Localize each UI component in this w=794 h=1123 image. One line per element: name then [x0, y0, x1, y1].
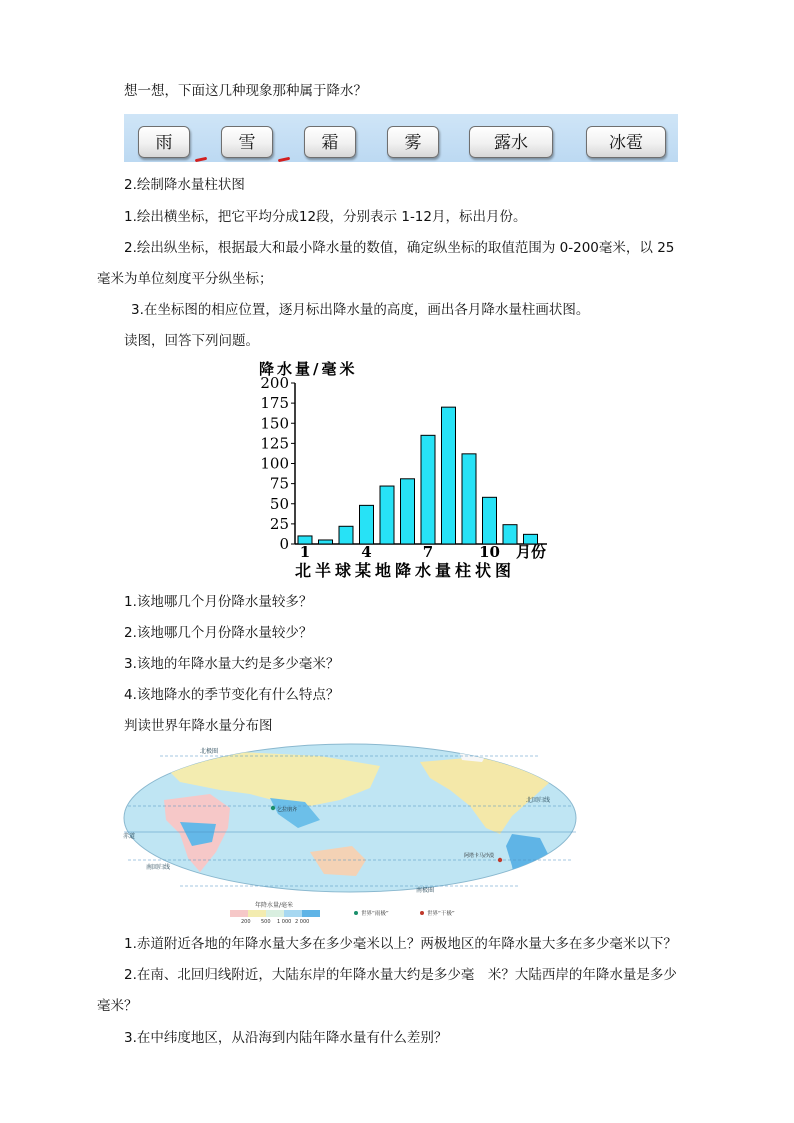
chart-y-label: 降水量/毫米	[259, 360, 358, 378]
bar-month-7	[421, 435, 435, 544]
map-label-wet-pole: 乞拉朋齐	[277, 807, 298, 813]
map-label-dry-pole: 阿塔卡马沙漠	[464, 853, 495, 859]
x-tick-label: 1	[299, 543, 311, 561]
step-2: 2.绘出纵坐标，根据最大和最小降水量的数值，确定纵坐标的取值范围为 0-200毫米，以 25	[124, 240, 675, 256]
x-axis-unit: 月份	[516, 543, 547, 561]
legend-swatch-highest	[302, 910, 320, 917]
legend-dry-label: 世界“干极”	[427, 911, 455, 917]
red-mark	[278, 157, 290, 162]
bar-month-9	[462, 454, 476, 544]
legend-swatch-high	[284, 910, 302, 917]
bar-month-5	[380, 486, 394, 544]
map-south-america	[506, 834, 548, 892]
bar-month-10	[483, 497, 497, 544]
y-tick-label: 200	[260, 374, 289, 392]
question-2: 2.该地哪几个月份降水量较少？	[124, 625, 313, 641]
map-question-2-continued: 毫米？	[97, 998, 138, 1014]
option-hail-button[interactable]: 冰雹	[586, 126, 666, 158]
question-4: 4.该地降水的季节变化有什么特点？	[124, 687, 340, 703]
map-antarctica	[140, 900, 560, 924]
bar-month-11	[503, 525, 517, 544]
step-2-continued: 毫米为单位刻度平分纵坐标；	[97, 271, 273, 287]
legend-value-1000: 1 000	[277, 919, 292, 924]
step-3: 3.在坐标图的相应位置，逐月标出降水量的高度，画出各月降水量柱画状图。	[131, 302, 590, 318]
map-label-north-polar: 北极圈	[200, 748, 219, 755]
map-question-1: 1.赤道附近各地的年降水量大多在多少毫米以上？两极地区的年降水量大多在多少毫米以下？	[124, 936, 677, 952]
intro-question: 想一想，下面这几种现象那种属于降水？	[124, 83, 367, 99]
read-prompt: 读图，回答下列问题。	[124, 333, 259, 349]
map-label-equator: 赤道	[123, 833, 136, 840]
red-mark	[195, 157, 207, 162]
legend-wet-marker	[354, 911, 358, 915]
precipitation-bar-chart	[255, 358, 555, 583]
map-question-2: 2.在南、北回归线附近，大陆东岸的年降水量大约是多少毫 米？大陆西岸的年降水量是多少	[124, 967, 677, 983]
y-tick-label: 0	[279, 535, 289, 553]
option-dew-button[interactable]: 露水	[469, 126, 553, 158]
y-tick-label: 175	[260, 394, 289, 413]
map-heading: 判读世界年降水量分布图	[124, 718, 273, 734]
map-label-south-tropic: 南回归线	[146, 864, 171, 871]
legend-swatch-low	[248, 910, 266, 917]
question-3: 3.该地的年降水量大约是多少毫米？	[124, 656, 340, 672]
y-tick-label: 150	[260, 414, 289, 433]
x-tick-label: 7	[422, 543, 434, 561]
x-tick-label: 4	[361, 543, 372, 561]
map-question-3: 3.在中纬度地区，从沿海到内陆年降水量有什么差别？	[124, 1030, 448, 1046]
legend-wet-label: 世界“雨极”	[361, 911, 389, 917]
precipitation-options-bar	[124, 114, 678, 162]
map-wet-pole-marker	[271, 806, 275, 810]
legend-value-2000: 2 000	[295, 919, 310, 924]
step-1: 1.绘出横坐标，把它平均分成12段，分别表示 1-12月，标出月份。	[124, 209, 527, 225]
y-tick-label: 50	[269, 494, 289, 513]
legend-swatch-mid	[266, 910, 284, 917]
bar-month-4	[360, 505, 374, 544]
map-dry-pole-marker	[498, 858, 502, 862]
legend-value-200: 200	[241, 919, 251, 924]
legend-value-500: 500	[261, 919, 271, 924]
option-snow-button[interactable]: 雪	[221, 126, 273, 158]
bar-month-6	[401, 479, 415, 544]
y-tick-label: 75	[269, 474, 289, 493]
option-frost-button[interactable]: 霜	[304, 126, 356, 158]
y-tick-label: 100	[260, 454, 289, 473]
world-precipitation-map	[120, 742, 580, 924]
bar-month-3	[339, 526, 353, 544]
map-legend	[230, 901, 455, 924]
legend-dry-marker	[420, 911, 424, 915]
map-label-north-tropic: 北回归线	[526, 797, 551, 804]
bar-month-2	[319, 540, 333, 544]
y-tick-label: 125	[260, 434, 289, 453]
option-fog-button[interactable]: 雾	[387, 126, 439, 158]
y-tick-label: 25	[269, 514, 289, 533]
question-1: 1.该地哪几个月份降水量较多？	[124, 594, 313, 610]
legend-title: 年降水量/毫米	[255, 902, 294, 909]
bar-month-8	[442, 407, 456, 544]
x-tick-label: 10	[479, 543, 500, 561]
legend-swatch-lowest	[230, 910, 248, 917]
map-label-south-polar: 南极圈	[416, 887, 435, 894]
section-heading: 2.绘制降水量柱状图	[124, 177, 245, 193]
option-rain-button[interactable]: 雨	[138, 126, 190, 158]
chart-title: 北半球某地降水量柱状图	[294, 561, 516, 580]
